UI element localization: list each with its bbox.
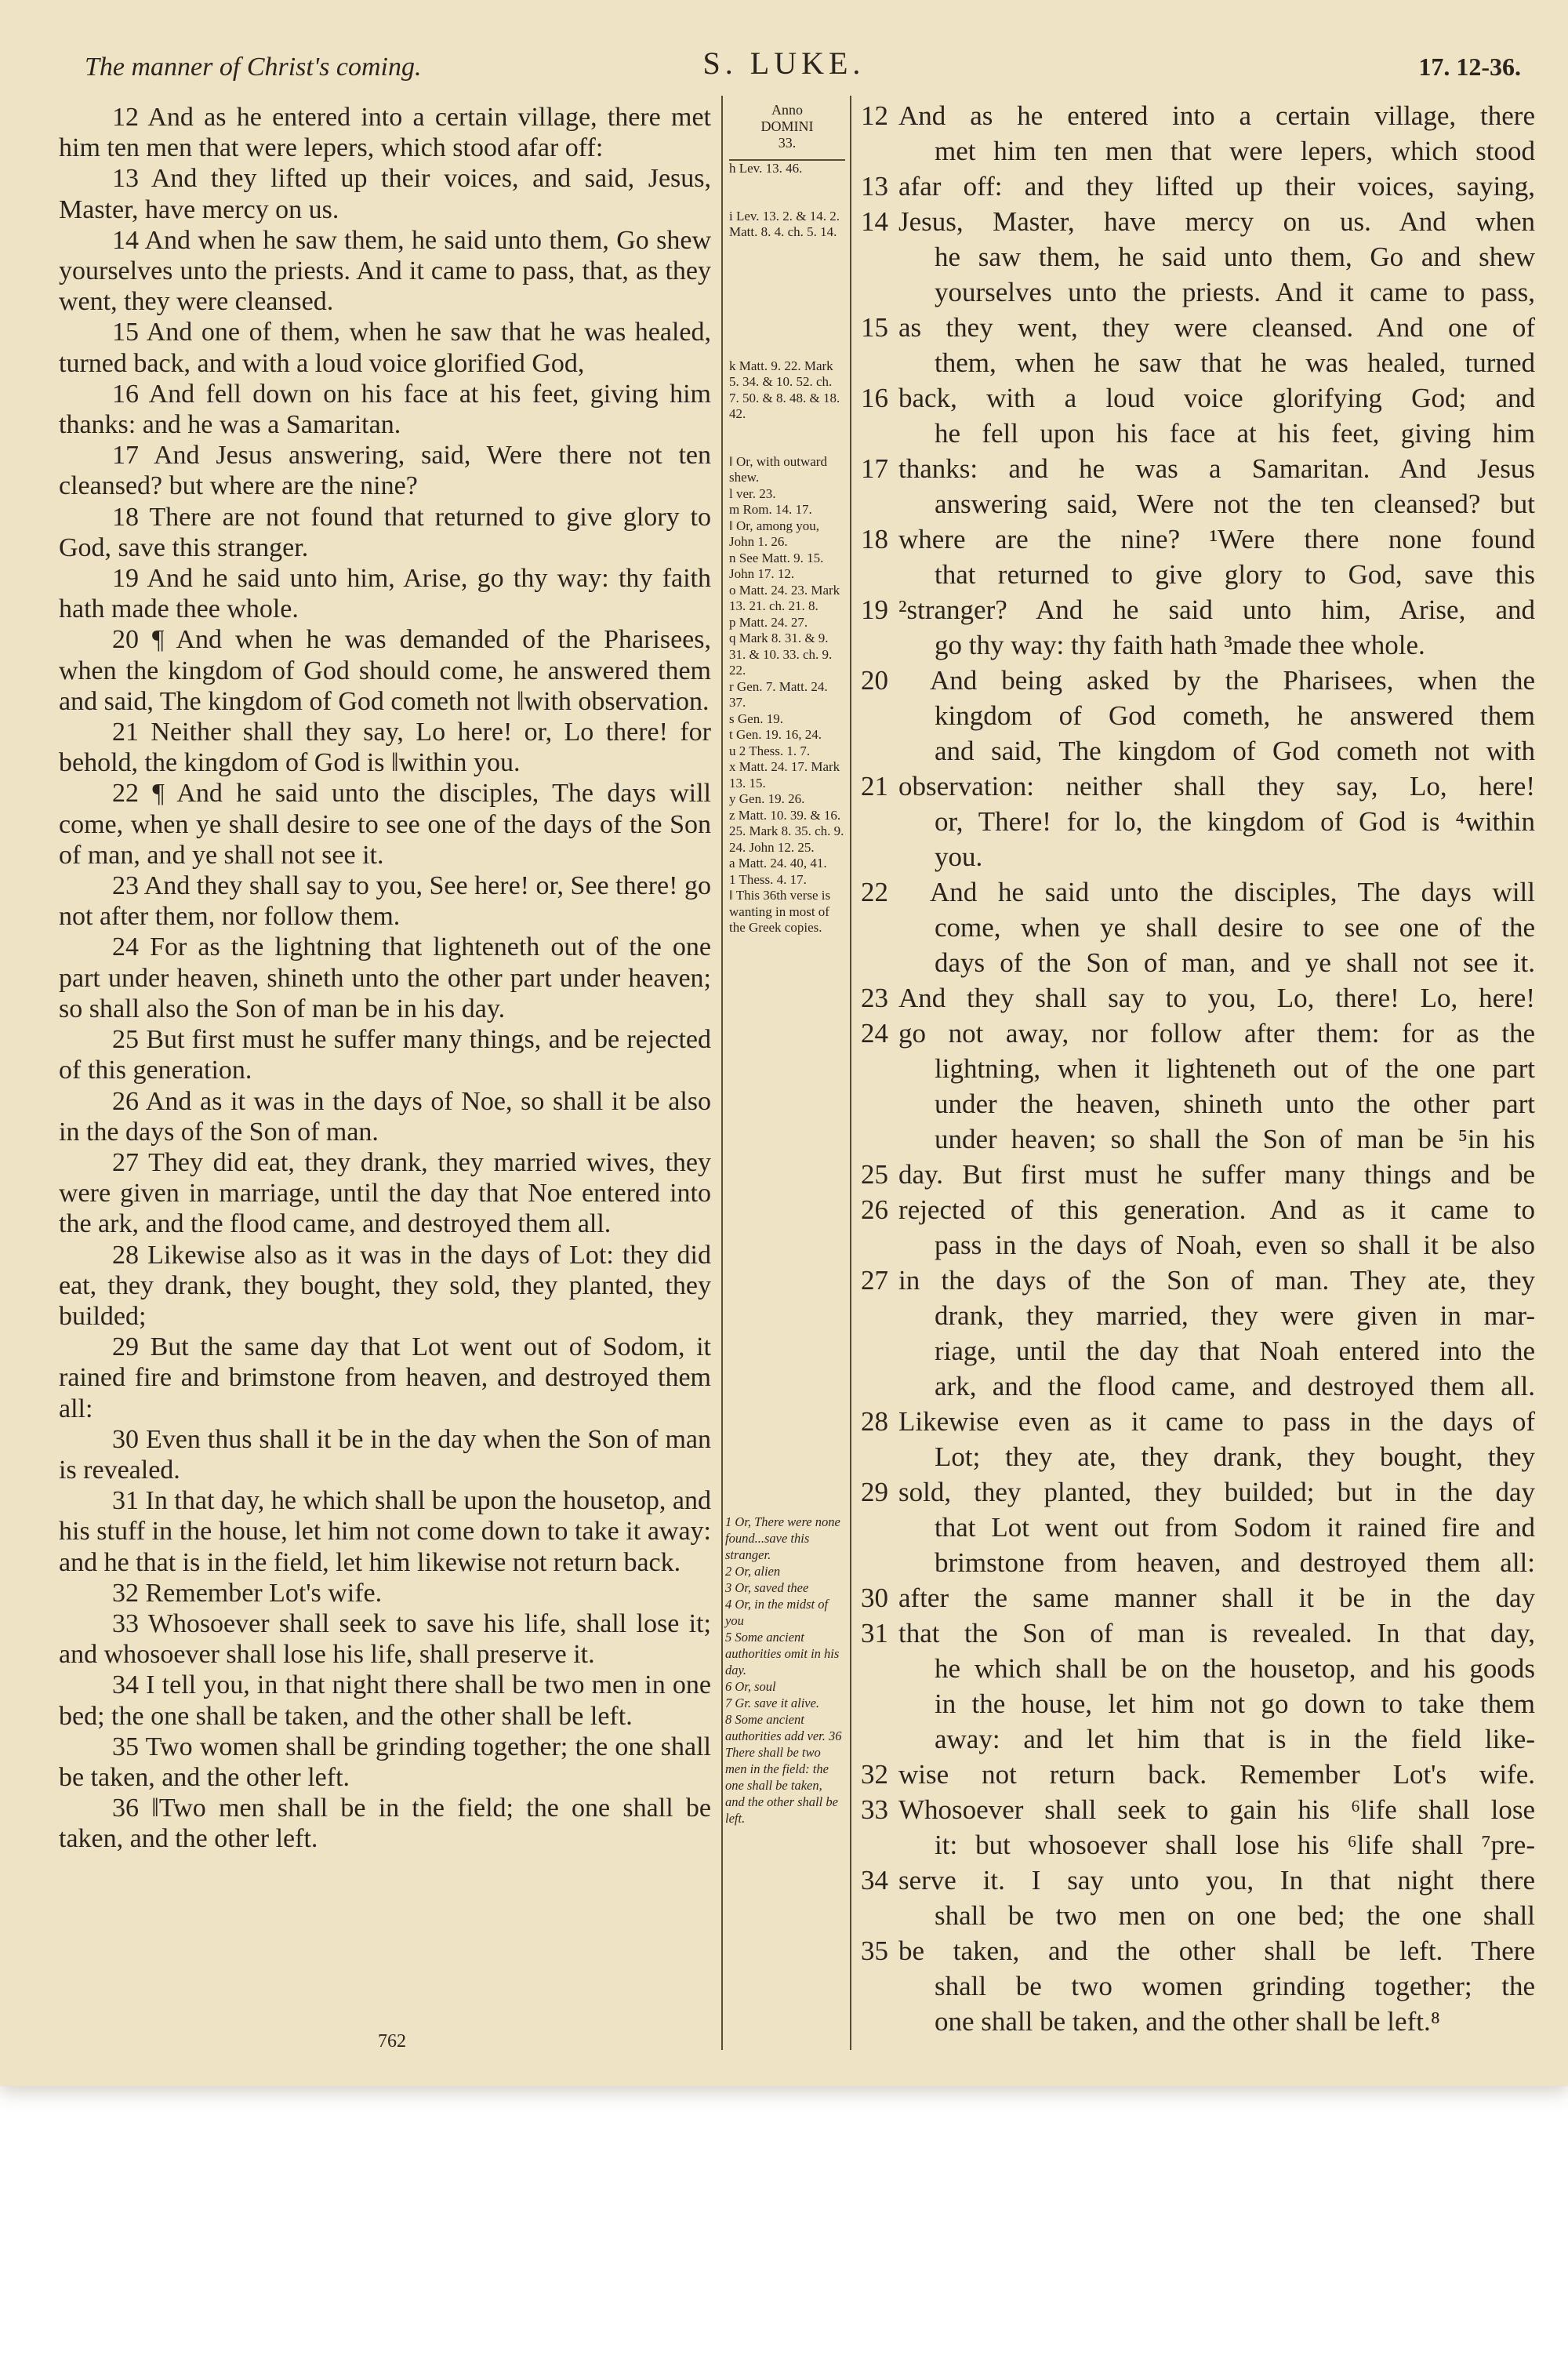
verse-text: Whosoever shall seek to save his life, shall lose it; and whosoever shall lose his life, shall preserve it. (59, 1608, 711, 1670)
domini-label: DOMINI (760, 118, 814, 134)
verse-line (861, 1898, 1535, 1933)
verse-text: For as the lightning that lighteneth out of the one part under heaven, shineth unto the other part under heaven; so shall also the Son of man be in his day. (59, 932, 711, 1023)
verse-number: 22 (861, 876, 888, 907)
verse-text: And as he entered into a certain village, there met him ten men that were lepers, which stood afar off: (59, 103, 712, 163)
book-title: S. LUKE. (702, 45, 866, 81)
verse-number: 34 (112, 1670, 147, 1700)
verse-text: And they lifted up their voices, and said, Jesus, Master, have mercy on us. (59, 164, 712, 224)
verse-line (861, 1016, 1535, 1051)
line-text: go thy way: thy faith hath ³made thee whole. (935, 629, 1425, 660)
line-text: riage, until the day that Noah entered into the (935, 1335, 1535, 1366)
verse-line (861, 627, 1535, 663)
verse-text: There are not found that returned to give glory to God, save this stranger. (59, 502, 712, 562)
line-text: sold, they planted, they builded; but in the day (898, 1476, 1535, 1507)
verse-line (861, 698, 1535, 733)
verse-number: 18 (112, 502, 150, 532)
verse-line (861, 486, 1535, 522)
verse-number: 32 (861, 1758, 888, 1790)
verse-text: In that day, he which shall be upon the housetop, and his stuff in the house, let him not come down to take it away: and he that is in the field, let him likewise not return back. (59, 1486, 712, 1577)
verse (59, 440, 711, 501)
line-text: yourselves unto the priests. And it came to pass, (935, 276, 1535, 307)
anno-domini (729, 102, 845, 161)
verse-text: And Jesus answering, said, Were there not ten cleansed? but where are the nine? (59, 441, 711, 501)
verse-line (861, 592, 1535, 627)
verse-number: 33 (861, 1794, 888, 1825)
line-text: ark, and the flood came, and destroyed them all. (935, 1370, 1535, 1401)
cross-reference: x Matt. 24. 17. Mark 13. 15. (729, 759, 840, 791)
verse-number: 25 (112, 1025, 147, 1055)
line-text: And they shall say to you, Lo, there! Lo, here! (898, 982, 1535, 1013)
cross-reference: z Matt. 10. 39. & 16. 25. Mark 8. 35. ch. 9. 24. John 12. 25. (729, 807, 844, 855)
line-text: thanks: and he was a Samaritan. And Jesus (898, 453, 1535, 484)
verse (59, 871, 711, 932)
verse-number: 17 (861, 453, 888, 484)
verse-number: 15 (112, 318, 147, 347)
verse (59, 717, 711, 778)
verse-number: 28 (112, 1240, 148, 1270)
verse-line (861, 1686, 1535, 1721)
verse-line (861, 1757, 1535, 1792)
cross-reference: t Gen. 19. 16, 24. (729, 727, 822, 742)
verse-line (861, 945, 1535, 980)
line-text: or, There! for lo, the kingdom of God is ⁴within (935, 805, 1535, 837)
verse-number: 31 (112, 1486, 146, 1516)
verse-line (861, 1404, 1535, 1439)
verse-line (861, 1298, 1535, 1333)
line-text: brimstone from heaven, and destroyed them all: (935, 1547, 1535, 1578)
verse-line (861, 204, 1535, 239)
verse (59, 1608, 711, 1670)
verse-number: 29 (112, 1332, 151, 1362)
verse-line (861, 1545, 1535, 1580)
marginal-references (729, 102, 845, 936)
verse (59, 1578, 711, 1608)
verse (59, 1147, 711, 1240)
verse (59, 1732, 711, 1793)
line-text: answering said, Were not the ten cleansed? but (935, 488, 1535, 519)
verse-line (861, 1968, 1535, 2004)
line-text: under the heaven, shineth unto the other part (935, 1088, 1535, 1119)
line-text: ²stranger? And he said unto him, Arise, and (898, 594, 1535, 625)
verse (59, 225, 711, 318)
verse-number: 30 (112, 1424, 146, 1454)
line-text: serve it. I say unto you, In that night there (898, 1864, 1535, 1896)
cross-reference: a Matt. 24. 40, 41. (729, 856, 827, 871)
verse-number: 26 (861, 1194, 888, 1225)
line-text: And he said unto the disciples, The days will (930, 876, 1535, 907)
verse-line (861, 1651, 1535, 1686)
verse-number: 34 (861, 1864, 888, 1896)
verse (59, 1670, 711, 1731)
cross-reference: ‖ This 36th verse is wanting in most of the Greek copies. (729, 888, 831, 935)
verse-number: 19 (861, 594, 888, 625)
verse (59, 102, 711, 163)
column-rule-right (850, 96, 851, 2050)
line-text: shall be two women grinding together; the (935, 1970, 1535, 2001)
verse-line (861, 1863, 1535, 1898)
authorized-version-column (59, 102, 711, 1855)
verse-line (861, 557, 1535, 592)
footnote: 1 Or, There were none found...save this stranger. (725, 1514, 840, 1562)
cross-reference: q Mark 8. 31. & 9. 31. & 10. 33. ch. 9. 22. (729, 631, 833, 678)
verse-number: 21 (861, 770, 888, 801)
line-text: day. But first must he suffer many things and be (898, 1158, 1535, 1190)
line-text: shall be two men on one bed; the one shall (935, 1899, 1535, 1931)
verse-text: And he said unto him, Arise, go thy way: thy faith hath made thee whole. (59, 564, 711, 624)
verse-number: 26 (112, 1086, 146, 1116)
verse-number: 20 (112, 625, 152, 655)
verse-text: And as it was in the days of Noe, so shall it be also in the days of the Son of man. (59, 1086, 712, 1147)
verse-number: 30 (861, 1582, 888, 1613)
verse-line (861, 1510, 1535, 1545)
verse (59, 1485, 711, 1578)
verse-number: 28 (861, 1405, 888, 1437)
line-text: away: and let him that is in the field like- (935, 1723, 1535, 1754)
verse-number: 24 (112, 932, 151, 962)
verse-line (861, 1721, 1535, 1757)
verse (59, 1240, 711, 1332)
verse (59, 932, 711, 1024)
verse-number: 12 (861, 100, 888, 131)
line-text: in the days of the Son of man. They ate, they (898, 1264, 1535, 1296)
column-rule-left (721, 96, 723, 2050)
verse-number: 16 (861, 382, 888, 413)
verse-number: 24 (861, 1017, 888, 1049)
verse-line (861, 416, 1535, 451)
verse-number: 14 (112, 225, 145, 255)
verse-line (861, 274, 1535, 310)
line-text: you. (935, 841, 983, 872)
cross-reference: h Lev. 13. 46. (729, 161, 803, 176)
verse-number: 27 (112, 1147, 149, 1177)
revised-version-footnotes (725, 1514, 843, 1826)
verse-number: 20 (861, 664, 888, 696)
verse-text: Even thus shall it be in the day when the Son of man is revealed. (59, 1424, 712, 1485)
verse-number: 16 (112, 379, 149, 409)
verse-number: 19 (112, 564, 147, 594)
cross-reference: k Matt. 9. 22. Mark 5. 34. & 10. 52. ch. 7. 50. & 8. 48. & 18. 42. (729, 358, 840, 421)
verse-line (861, 1474, 1535, 1510)
line-text: Jesus, Master, have mercy on us. And when (898, 205, 1535, 237)
cross-reference: i Lev. 13. 2. & 14. 2. Matt. 8. 4. ch. 5. 14. (729, 208, 840, 239)
line-text: Lot; they ate, they drank, they bought, they (935, 1441, 1535, 1472)
verse-line (861, 910, 1535, 945)
verse (59, 563, 711, 624)
verse-line (861, 1792, 1535, 1827)
line-text: lightning, when it lighteneth out of the one part (935, 1052, 1535, 1084)
running-header (0, 43, 1568, 90)
verse-text: Neither shall they say, Lo here! or, Lo there! for behold, the kingdom of God is ‖within you. (59, 718, 712, 778)
line-text: Likewise even as it came to pass in the days of (898, 1405, 1535, 1437)
line-text: in the house, let him not go down to take them (935, 1688, 1535, 1719)
verse-line (861, 804, 1535, 839)
cross-reference: ‖ Or, among you, (729, 518, 820, 533)
verse (59, 317, 711, 378)
verse (59, 1086, 711, 1147)
verse-line (861, 98, 1535, 133)
chapter-reference: 17. 12-36. (1418, 53, 1521, 81)
footnote: 8 Some ancient authorities add ver. 36 There shall be two men in the field: the one shall be taken, and the other shall be left. (725, 1712, 842, 1826)
verse-line (861, 1086, 1535, 1121)
verse (59, 624, 711, 717)
cross-reference: s Gen. 19. (729, 711, 783, 726)
verse-number: 35 (112, 1732, 146, 1761)
verse-number: 36 (112, 1794, 152, 1823)
cross-reference: u 2 Thess. 1. 7. (729, 743, 811, 758)
verse (59, 163, 711, 224)
cross-reference: o Matt. 24. 23. Mark 13. 21. ch. 21. 8. (729, 582, 840, 613)
line-text: that Lot went out from Sodom it rained fire and (935, 1511, 1535, 1543)
cross-reference: n See Matt. 9. 15. John 17. 12. (729, 550, 824, 581)
verse-line (861, 839, 1535, 874)
verse-line (861, 1439, 1535, 1474)
verse-number: 23 (112, 871, 144, 901)
line-text: come, when ye shall desire to see one of the (935, 911, 1535, 943)
line-text: kingdom of God cometh, he answered them (935, 700, 1535, 731)
verse-number: 12 (112, 103, 148, 132)
line-text: under heaven; so shall the Son of man be ⁵in his (935, 1123, 1535, 1154)
verse-line (861, 874, 1535, 910)
verse-number: 17 (112, 441, 154, 471)
verse (59, 502, 711, 563)
line-text: back, with a loud voice glorifying God; and (898, 382, 1535, 413)
line-text: that the Son of man is revealed. In that day, (898, 1617, 1535, 1648)
cross-reference: y Gen. 19. 26. (729, 791, 805, 806)
verse-line (861, 380, 1535, 416)
cross-reference: 1 Thess. 4. 17. (729, 871, 807, 887)
verse (59, 1793, 711, 1854)
line-text: pass in the days of Noah, even so shall it be also (935, 1229, 1535, 1260)
verse-line (861, 1333, 1535, 1369)
verse-line (861, 2004, 1535, 2039)
line-text: rejected of this generation. And as it came to (898, 1194, 1535, 1225)
verse-line (861, 1227, 1535, 1263)
verse-text: They did eat, they drank, they married wives, they were given in marriage, until the day that Noe entered into the ark, and the flood came, and destroyed them all. (59, 1147, 712, 1239)
footnote: 6 Or, soul (725, 1679, 776, 1694)
verse-number: 15 (861, 311, 888, 343)
verse-number: 14 (861, 205, 888, 237)
verse-number: 21 (112, 718, 151, 747)
verse-line (861, 1192, 1535, 1227)
verse-line (861, 239, 1535, 274)
verse (59, 379, 711, 440)
verse-number: 13 (861, 170, 888, 202)
footnote: 5 Some ancient authorities omit in his day. (725, 1630, 840, 1677)
verse-line (861, 1827, 1535, 1863)
verse-text: Remember Lot's wife. (145, 1578, 383, 1608)
verse-number: 27 (861, 1264, 888, 1296)
line-text: And being asked by the Pharisees, when the (930, 664, 1535, 696)
cross-reference: l ver. 23. (729, 485, 776, 501)
verse-number: 35 (861, 1935, 888, 1966)
footnote: 2 Or, alien (725, 1564, 781, 1579)
verse (59, 1332, 711, 1424)
line-text: days of the Son of man, and ye shall not see it. (935, 947, 1535, 978)
line-text: And as he entered into a certain village, there (898, 100, 1535, 131)
cross-references (729, 161, 845, 936)
verse-line (861, 1580, 1535, 1616)
verse-text: Two women shall be grinding together; the one shall be taken, and the other left. (59, 1732, 711, 1792)
line-text: he saw them, he said unto them, Go and shew (935, 241, 1535, 272)
verse-number: 29 (861, 1476, 888, 1507)
line-text: he fell upon his face at his feet, giving him (935, 417, 1535, 449)
header-title: The manner of Christ's coming. (85, 53, 422, 82)
year-label: 33. (778, 135, 797, 151)
line-text: drank, they married, they were given in mar- (935, 1299, 1535, 1331)
verse-number: 33 (112, 1608, 148, 1638)
verse-text: ¶ And he said unto the disciples, The days will come, when ye shall desire to see one of the days of the Son of man, and ye shall not see it. (59, 779, 712, 870)
verse-text: And one of them, when he saw that he was healed, turned back, and with a loud voice glorified God, (59, 318, 712, 378)
line-text: afar off: and they lifted up their voices, saying, (898, 170, 1535, 202)
verse-line (861, 769, 1535, 804)
line-text: observation: neither shall they say, Lo, here! (898, 770, 1535, 801)
verse-number: 23 (861, 982, 888, 1013)
verse-text: But the same day that Lot went out of Sodom, it rained fire and brimstone from heaven, and destroyed them all: (59, 1332, 712, 1423)
line-text: and said, The kingdom of God cometh not with (935, 735, 1535, 766)
verse-line (861, 169, 1535, 204)
verse-line (861, 1051, 1535, 1086)
line-text: as they went, they were cleansed. And one of (898, 311, 1535, 343)
verse-number: 32 (112, 1578, 146, 1608)
line-text: where are the nine? ¹Were there none found (898, 523, 1535, 554)
footnote: 3 Or, saved thee (725, 1580, 809, 1595)
cross-reference: ‖ Or, with outward shew. (729, 453, 827, 485)
line-text: after the same manner shall it be in the day (898, 1582, 1535, 1613)
cross-reference: r Gen. 7. Matt. 24. 37. (729, 678, 828, 710)
footnote: 4 Or, in the midst of you (725, 1597, 829, 1628)
line-text: wise not return back. Remember Lot's wife. (898, 1758, 1535, 1790)
verse-number: 18 (861, 523, 888, 554)
verse-text: And when he saw them, he said unto them, Go shew yourselves unto the priests. And it came to pass, that, as they went, they were cleansed. (59, 225, 712, 317)
verse-line (861, 1263, 1535, 1298)
verse-line (861, 663, 1535, 698)
page-number: 762 (378, 2031, 406, 2052)
verse-text: But first must he suffer many things, and be rejected of this generation. (59, 1025, 712, 1085)
verse-number: 13 (112, 164, 151, 194)
verse-line (861, 1157, 1535, 1192)
cross-reference: m Rom. 14. 17. (729, 502, 812, 517)
line-text: he which shall be on the housetop, and his goods (935, 1652, 1535, 1684)
cross-reference: John 1. 26. (729, 534, 788, 549)
line-text: go not away, nor follow after them: for as the (898, 1017, 1535, 1049)
revised-version-column (861, 98, 1535, 2039)
verse-line (861, 733, 1535, 769)
verse-line (861, 310, 1535, 345)
verse (59, 1024, 711, 1085)
verse (59, 1424, 711, 1485)
verse-line (861, 345, 1535, 380)
line-text: one shall be taken, and the other shall be left.⁸ (935, 2005, 1440, 2037)
verse-text: I tell you, in that night there shall be two men in one bed; the one shall be taken, and the other shall be left. (59, 1670, 712, 1731)
verse-line (861, 1933, 1535, 1968)
verse-line (861, 451, 1535, 486)
verse-text: And fell down on his face at his feet, giving him thanks: and he was a Samaritan. (59, 379, 712, 440)
verse-line (861, 133, 1535, 169)
line-text: that returned to give glory to God, save this (935, 558, 1535, 590)
verse-text: Likewise also as it was in the days of Lot: they did eat, they drank, they bought, they sold, they planted, they builded; (59, 1240, 712, 1331)
verse-number: 31 (861, 1617, 888, 1648)
verse-line (861, 980, 1535, 1016)
line-text: be taken, and the other shall be left. There (898, 1935, 1535, 1966)
verse-line (861, 1369, 1535, 1404)
verse-text: And they shall say to you, See here! or, See there! go not after them, nor follow them. (59, 871, 711, 932)
line-text: met him ten men that were lepers, which stood (935, 135, 1535, 166)
verse-line (861, 522, 1535, 557)
anno-label: Anno (771, 102, 803, 118)
line-text: it: but whosoever shall lose his ⁶life shall ⁷pre- (935, 1829, 1535, 1860)
verse-text: ¶ And when he was demanded of the Pharisees, when the kingdom of God should come, he answered them and said, The kingdom of God cometh not ‖with observation. (59, 625, 712, 716)
verse-number: 22 (112, 779, 153, 809)
cross-reference: p Matt. 24. 27. (729, 614, 808, 630)
verse-text: ‖Two men shall be in the field; the one shall be taken, and the other left. (59, 1794, 712, 1854)
line-text: Whosoever shall seek to gain his ⁶life shall lose (898, 1794, 1535, 1825)
line-text: them, when he saw that he was healed, turned (935, 347, 1535, 378)
footnote: 7 Gr. save it alive. (725, 1696, 820, 1710)
verse-line (861, 1616, 1535, 1651)
verse-line (861, 1121, 1535, 1157)
verse-number: 25 (861, 1158, 888, 1190)
verse (59, 778, 711, 871)
